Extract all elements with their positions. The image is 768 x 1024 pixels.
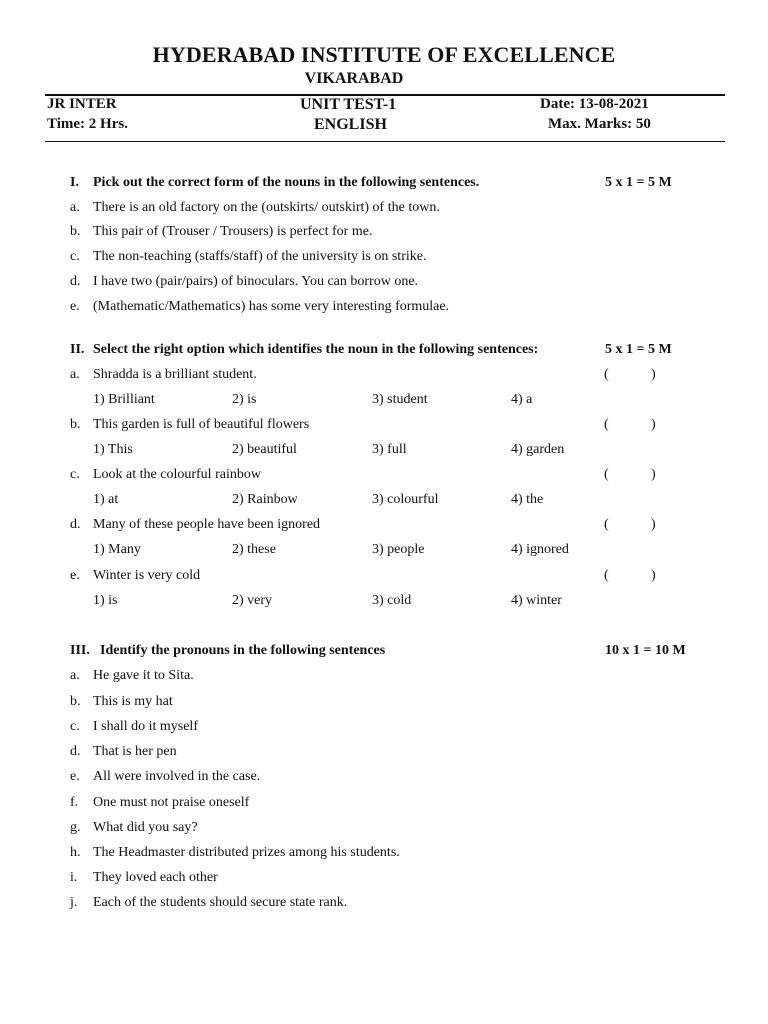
option: 1) at: [93, 492, 119, 507]
item-label: a.: [70, 200, 80, 215]
item-label: d.: [70, 744, 81, 759]
answer-bracket-open: (: [604, 517, 609, 532]
date-label: Date: 13-08-2021: [540, 96, 649, 112]
answer-bracket-open: (: [604, 568, 609, 583]
section-title: Pick out the correct form of the nouns in the following sentences.: [93, 175, 480, 190]
option: 1) is: [93, 593, 118, 608]
option: 4) a: [511, 392, 533, 407]
option: 1) Brilliant: [93, 392, 155, 407]
item-label: i.: [70, 870, 78, 885]
question-text: All were involved in the case.: [93, 769, 261, 784]
question-text: Shradda is a brilliant student.: [93, 367, 257, 382]
question-text: This pair of (Trouser / Trousers) is perfect for me.: [93, 224, 373, 239]
answer-bracket-open: (: [604, 467, 609, 482]
item-label: d.: [70, 274, 81, 289]
section-marks: 10 x 1 = 10 M: [605, 643, 686, 658]
option: 2) beautiful: [232, 442, 297, 457]
item-label: a.: [70, 668, 80, 683]
section-title: Select the right option which identifies the noun in the following sentences:: [93, 342, 539, 357]
question-text: This garden is full of beautiful flowers: [93, 417, 310, 432]
option: 3) people: [372, 542, 425, 557]
question-text: There is an old factory on the (outskirts/ outskirt) of the town.: [93, 200, 440, 215]
option: 1) Many: [93, 542, 141, 557]
option: 4) garden: [511, 442, 565, 457]
option: 1) This: [93, 442, 133, 457]
item-label: e.: [70, 299, 80, 314]
option: 3) full: [372, 442, 407, 457]
item-label: e.: [70, 769, 80, 784]
option: 4) winter: [511, 593, 562, 608]
answer-bracket-close: ): [651, 517, 656, 532]
question-text: One must not praise oneself: [93, 795, 250, 810]
option: 4) ignored: [511, 542, 569, 557]
item-label: f.: [70, 795, 79, 810]
question-text: What did you say?: [93, 820, 198, 835]
question-text: Many of these people have been ignored: [93, 517, 321, 532]
item-label: j.: [70, 895, 78, 910]
question-text: The non-teaching (staffs/staff) of the university is on strike.: [93, 249, 427, 264]
option: 3) colourful: [372, 492, 439, 507]
item-label: h.: [70, 845, 81, 860]
question-text: The Headmaster distributed prizes among his students.: [93, 845, 400, 860]
subject-name: ENGLISH: [314, 116, 387, 133]
section-marks: 5 x 1 = 5 M: [605, 175, 672, 190]
question-text: Each of the students should secure state rank.: [93, 895, 348, 910]
answer-bracket-close: ): [651, 367, 656, 382]
section-title: Identify the pronouns in the following sentences: [100, 643, 386, 658]
option: 2) is: [232, 392, 257, 407]
question-text: Winter is very cold: [93, 568, 201, 583]
institute-title: HYDERABAD INSTITUTE OF EXCELLENCE: [152, 42, 616, 67]
item-label: b.: [70, 694, 81, 709]
option: 2) very: [232, 593, 273, 608]
question-text: This is my hat: [93, 694, 173, 709]
time-label: Time: 2 Hrs.: [47, 116, 128, 132]
max-marks-label: Max. Marks: 50: [548, 116, 651, 132]
option: 4) the: [511, 492, 544, 507]
question-text: Look at the colourful rainbow: [93, 467, 261, 482]
section-marks: 5 x 1 = 5 M: [605, 342, 672, 357]
answer-bracket-close: ): [651, 568, 656, 583]
item-label: c.: [70, 467, 80, 482]
section-number: II.: [70, 342, 85, 357]
item-label: c.: [70, 719, 80, 734]
item-label: b.: [70, 224, 81, 239]
header-bottom-rule: [45, 141, 725, 142]
item-label: a.: [70, 367, 80, 382]
item-label: c.: [70, 249, 80, 264]
answer-bracket-close: ): [651, 417, 656, 432]
item-label: b.: [70, 417, 81, 432]
option: 2) these: [232, 542, 276, 557]
section-number: I.: [70, 175, 79, 190]
test-name: UNIT TEST-1: [300, 96, 397, 113]
question-text: He gave it to Sita.: [93, 668, 194, 683]
answer-bracket-open: (: [604, 417, 609, 432]
item-label: d.: [70, 517, 81, 532]
answer-bracket-close: ): [651, 467, 656, 482]
option: 2) Rainbow: [232, 492, 298, 507]
answer-bracket-open: (: [604, 367, 609, 382]
question-text: I shall do it myself: [93, 719, 198, 734]
question-text: I have two (pair/pairs) of binoculars. You can borrow one.: [93, 274, 419, 289]
option: 3) cold: [372, 593, 412, 608]
question-text: They loved each other: [93, 870, 218, 885]
section-number: III.: [70, 643, 90, 658]
item-label: e.: [70, 568, 80, 583]
class-label: JR INTER: [47, 96, 117, 112]
question-text: (Mathematic/Mathematics) has some very interesting formulae.: [93, 299, 450, 314]
option: 3) student: [372, 392, 428, 407]
question-text: That is her pen: [93, 744, 177, 759]
institute-location: VIKARABAD: [304, 70, 404, 87]
item-label: g.: [70, 820, 81, 835]
